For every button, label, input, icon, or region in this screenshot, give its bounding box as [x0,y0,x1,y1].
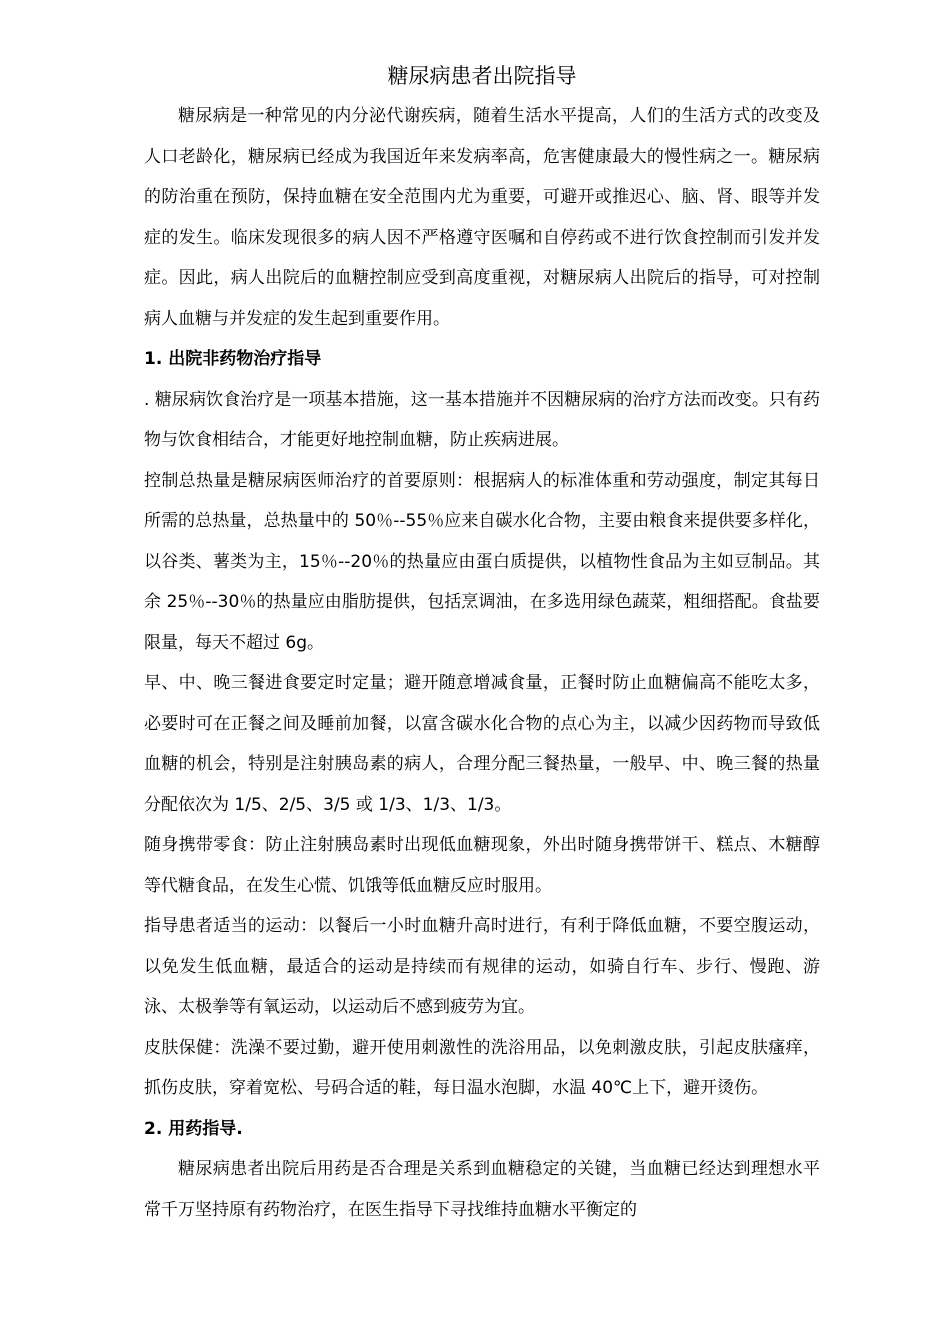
section-1-paragraph-meals: 早、中、晚三餐进食要定时定量；避开随意增减食量，正餐时防止血糖偏高不能吃太多，必要时可在正餐之间及睡前加餐，以富含碳水化合物的点心为主，以减少因药物而导致低血糖的机会，特别是注射胰岛素的病人，合理分配三餐热量，一般早、中、晚三餐的热量分配依次为 1/5、2/5、3/5 或 1/3、1/3、1/3。 [144,673,820,815]
section-1-paragraph-skin-care: 皮肤保健：洗澡不要过勤，避开使用刺激性的洗浴用品，以免刺激皮肤，引起皮肤瘙痒，抓伤皮肤，穿着宽松、号码合适的鞋，每日温水泡脚，水温 40℃上下，避开烫伤。 [144,1037,820,1098]
section-1-paragraph-exercise: 指导患者适当的运动：以餐后一小时血糖升高时进行，有利于降低血糖，不要空腹运动，以免发生低血糖，最适合的运动是持续而有规律的运动，如骑自行车、步行、慢跑、游泳、太极拳等有氧运动，以运动后不感到疲劳为宜。 [144,916,820,1017]
document-page [144,56,820,1230]
section-1-paragraph-diet: . 糖尿病饮食治疗是一项基本措施，这一基本措施并不因糖尿病的治疗方法而改变。只有药物与饮食相结合，才能更好地控制血糖，防止疾病进展。 [144,389,820,450]
page-title: 糖尿病患者出院指导 [387,64,577,88]
section-2-heading: 2. 用药指导. [144,1118,243,1139]
intro-paragraph: 糖尿病是一种常见的内分泌代谢疾病，随着生活水平提高，人们的生活方式的改变及人口老龄化，糖尿病已经成为我国近年来发病率高，危害健康最大的慢性病之一。糖尿病的防治重在预防，保持血糖在安全范围内尤为重要，可避开或推迟心、脑、肾、眼等并发症的发生。临床发现很多的病人因不严格遵守医嘱和自停药或不进行饮食控制而引发并发症。因此，病人出院后的血糖控制应受到高度重视，对糖尿病人出院后的指导，可对控制病人血糖与并发症的发生起到重要作用。 [144,106,820,329]
section-1-paragraph-snacks: 随身携带零食：防止注射胰岛素时出现低血糖现象，外出时随身携带饼干、糕点、木糖醇等代糖食品，在发生心慌、饥饿等低血糖反应时服用。 [144,835,820,896]
section-1-paragraph-calories: 控制总热量是糖尿病医师治疗的首要原则：根据病人的标准体重和劳动强度，制定其每日所需的总热量，总热量中的 50％--55％应来自碳水化合物，主要由粮食来提供要多样化，以谷类、薯类为主，15％--20％的热量应由蛋白质提供，以植物性食品为主如豆制品。其余 25％--30％的热量应由脂肪提供，包括烹调油，在多选用绿色蔬菜，粗细搭配。食盐要限量，每天不超过 6g。 [144,470,820,653]
section-1-heading: 1. 出院非药物治疗指导 [144,349,322,369]
section-2-paragraph-medication: 糖尿病患者出院后用药是否合理是关系到血糖稳定的关键，当血糖已经达到理想水平常千万坚持原有药物治疗，在医生指导下寻找维持血糖水平衡定的 [144,1159,820,1220]
